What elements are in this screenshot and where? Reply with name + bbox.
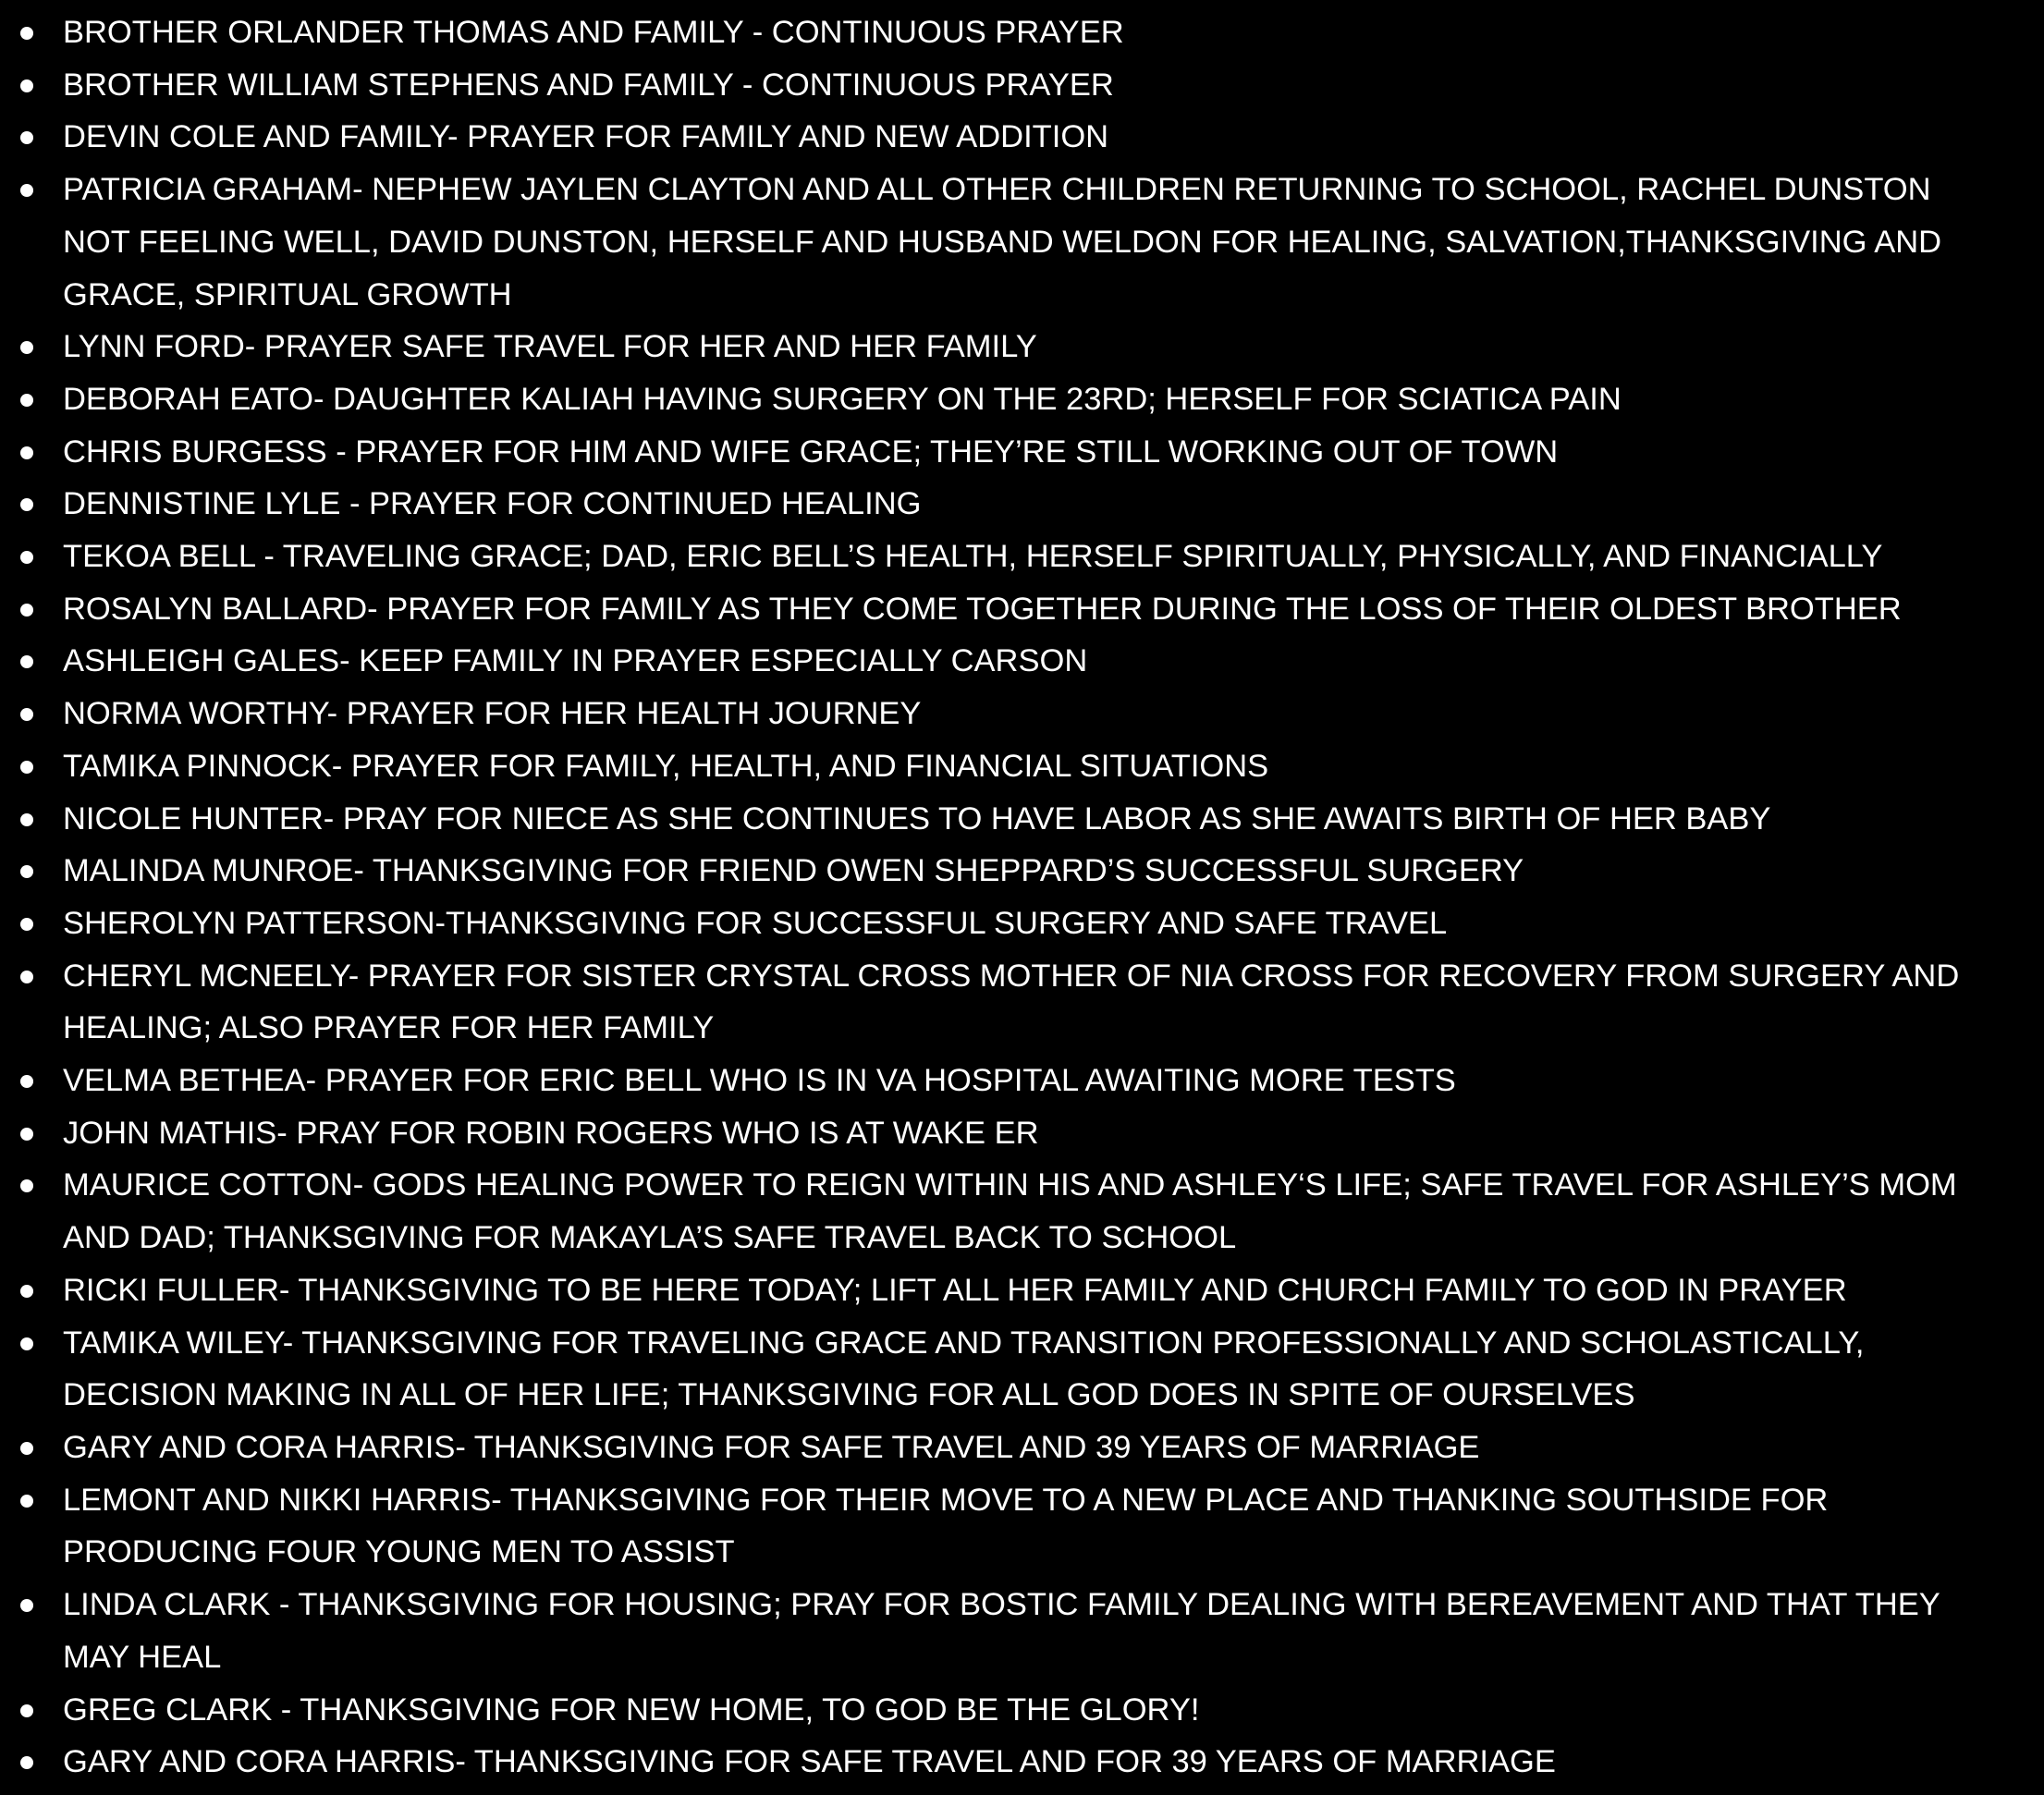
bullet-icon <box>20 551 33 564</box>
bullet-icon <box>20 498 33 511</box>
bullet-icon <box>20 184 33 197</box>
list-item-text: VELMA BETHEA- PRAYER FOR ERIC BELL WHO IS IN VA HOSPITAL AWAITING MORE TESTS <box>63 1063 1456 1099</box>
list-item <box>63 688 1981 740</box>
list-item <box>63 6 1981 59</box>
list-item <box>63 1422 1981 1474</box>
list-item-text: SHEROLYN PATTERSON-THANKSGIVING FOR SUCCESSFUL SURGERY AND SAFE TRAVEL <box>63 905 1448 941</box>
bullet-icon <box>20 1704 33 1717</box>
list-item <box>63 1736 1981 1789</box>
bullet-icon <box>20 1495 33 1508</box>
list-item-text: RICKI FULLER- THANKSGIVING TO BE HERE TODAY; LIFT ALL HER FAMILY AND CHURCH FAMILY TO GOD IN PRAYER <box>63 1272 1847 1308</box>
bullet-icon <box>20 1337 33 1350</box>
list-item <box>63 845 1981 898</box>
bullet-icon <box>20 1442 33 1455</box>
list-item-text: JOHN MATHIS- PRAY FOR ROBIN ROGERS WHO IS AT WAKE ER <box>63 1115 1039 1151</box>
list-item-text: CHERYL MCNEELY- PRAYER FOR SISTER CRYSTAL CROSS MOTHER OF NIA CROSS FOR RECOVERY FROM SURGERY AND HEALING; ALSO PRAYER FOR HER FAMILY <box>63 958 1960 1046</box>
list-item-text: GREG CLARK - THANKSGIVING FOR NEW HOME, TO GOD BE THE GLORY! <box>63 1691 1200 1728</box>
list-item-text: TEKOA BELL - TRAVELING GRACE; DAD, ERIC BELL’S HEALTH, HERSELF SPIRITUALLY, PHYSICALLY, AND FINANCIALLY <box>63 539 1883 575</box>
list-item-text: NORMA WORTHY- PRAYER FOR HER HEALTH JOURNEY <box>63 696 922 732</box>
list-item <box>63 164 1981 321</box>
bullet-icon <box>20 655 33 668</box>
bullet-icon <box>20 446 33 459</box>
list-item-text: TAMIKA WILEY- THANKSGIVING FOR TRAVELING GRACE AND TRANSITION PROFESSIONALLY AND SCHOLASTICALLY, DECISION MAKING IN ALL OF HER LIFE; THANKSGIVING FOR ALL GOD DOES IN SPITE OF OURSELVES <box>63 1325 1865 1413</box>
bullet-icon <box>20 1599 33 1612</box>
list-item <box>63 950 1981 1055</box>
bullet-icon <box>20 27 33 40</box>
list-item <box>63 1159 1981 1264</box>
bullet-icon <box>20 918 33 931</box>
bullet-icon <box>20 394 33 407</box>
list-item <box>63 373 1981 426</box>
list-item-text: PATRICIA GRAHAM- NEPHEW JAYLEN CLAYTON AND ALL OTHER CHILDREN RETURNING TO SCHOOL, RACHEL DUNSTON NOT FEELING WELL, DAVID DUNSTON, HERSELF AND HUSBAND WELDON FOR HEALING, SALVATION,THANKSGIVING AND GRACE, SPIRITUAL GROWTH <box>63 172 1942 312</box>
list-item-text: GARY AND CORA HARRIS- THANKSGIVING FOR SAFE TRAVEL AND 39 YEARS OF MARRIAGE <box>63 1429 1480 1465</box>
list-item <box>63 531 1981 583</box>
list-item <box>63 111 1981 164</box>
list-item <box>63 635 1981 688</box>
list-item-text: LINDA CLARK - THANKSGIVING FOR HOUSING; PRAY FOR BOSTIC FAMILY DEALING WITH BEREAVEMENT AND THAT THEY MAY HEAL <box>63 1587 1940 1675</box>
list-item <box>63 740 1981 793</box>
bullet-icon <box>20 708 33 721</box>
list-item <box>63 583 1981 636</box>
list-item-text: MAURICE COTTON- GODS HEALING POWER TO REIGN WITHIN HIS AND ASHLEY‘S LIFE; SAFE TRAVEL FOR ASHLEY’S MOM AND DAD; THANKSGIVING FOR MAKAYLA’S SAFE TRAVEL BACK TO SCHOOL <box>63 1167 1957 1256</box>
list-item-text: GARY AND CORA HARRIS- THANKSGIVING FOR SAFE TRAVEL AND FOR 39 YEARS OF MARRIAGE <box>63 1744 1556 1780</box>
list-item-text: TAMIKA PINNOCK- PRAYER FOR FAMILY, HEALTH, AND FINANCIAL SITUATIONS <box>63 748 1269 784</box>
list-item-text: ASHLEIGH GALES- KEEP FAMILY IN PRAYER ESPECIALLY CARSON <box>63 643 1088 679</box>
list-item-text: LEMONT AND NIKKI HARRIS- THANKSGIVING FOR THEIR MOVE TO A NEW PLACE AND THANKING SOUTHSIDE FOR PRODUCING FOUR YOUNG MEN TO ASSIST <box>63 1482 1829 1570</box>
list-item <box>63 321 1981 373</box>
bullet-icon <box>20 865 33 878</box>
list-item <box>63 1264 1981 1317</box>
bullet-icon <box>20 604 33 617</box>
list-item-text: CHRIS BURGESS - PRAYER FOR HIM AND WIFE GRACE; THEY’RE STILL WORKING OUT OF TOWN <box>63 433 1559 470</box>
list-item <box>63 1317 1981 1422</box>
list-item <box>63 1055 1981 1107</box>
list-item <box>63 1107 1981 1160</box>
bullet-icon <box>20 813 33 826</box>
list-item-text: MALINDA MUNROE- THANKSGIVING FOR FRIEND OWEN SHEPPARD’S SUCCESSFUL SURGERY <box>63 853 1524 889</box>
list-item <box>63 898 1981 950</box>
bullet-icon <box>20 1756 33 1769</box>
list-item-text: BROTHER WILLIAM STEPHENS AND FAMILY - CONTINUOUS PRAYER <box>63 67 1114 103</box>
list-item <box>63 793 1981 846</box>
bullet-icon <box>20 761 33 774</box>
list-item-text: DEVIN COLE AND FAMILY- PRAYER FOR FAMILY AND NEW ADDITION <box>63 119 1109 155</box>
list-item <box>63 1684 1981 1737</box>
bullet-icon <box>20 131 33 144</box>
bullet-icon <box>20 1128 33 1141</box>
list-item <box>63 59 1981 112</box>
list-item-text: NICOLE HUNTER- PRAY FOR NIECE AS SHE CONTINUES TO HAVE LABOR AS SHE AWAITS BIRTH OF HER BABY <box>63 800 1771 836</box>
list-item <box>63 478 1981 531</box>
list-item-text: ROSALYN BALLARD- PRAYER FOR FAMILY AS THEY COME TOGETHER DURING THE LOSS OF THEIR OLDEST BROTHER <box>63 591 1902 627</box>
bullet-icon <box>20 971 33 983</box>
list-item <box>63 1474 1981 1579</box>
list-item <box>63 1579 1981 1683</box>
bullet-icon <box>20 79 33 92</box>
bullet-icon <box>20 1285 33 1298</box>
list-item <box>63 426 1981 479</box>
list-item-text: BROTHER ORLANDER THOMAS AND FAMILY - CONTINUOUS PRAYER <box>63 15 1124 50</box>
list-item-text: DEBORAH EATO- DAUGHTER KALIAH HAVING SURGERY ON THE 23RD; HERSELF FOR SCIATICA PAIN <box>63 381 1622 417</box>
bullet-icon <box>20 341 33 354</box>
prayer-request-list <box>0 6 1981 1789</box>
bullet-icon <box>20 1179 33 1192</box>
bullet-icon <box>20 1075 33 1088</box>
list-item-text: DENNISTINE LYLE - PRAYER FOR CONTINUED HEALING <box>63 486 922 522</box>
list-item-text: LYNN FORD- PRAYER SAFE TRAVEL FOR HER AND HER FAMILY <box>63 329 1037 365</box>
